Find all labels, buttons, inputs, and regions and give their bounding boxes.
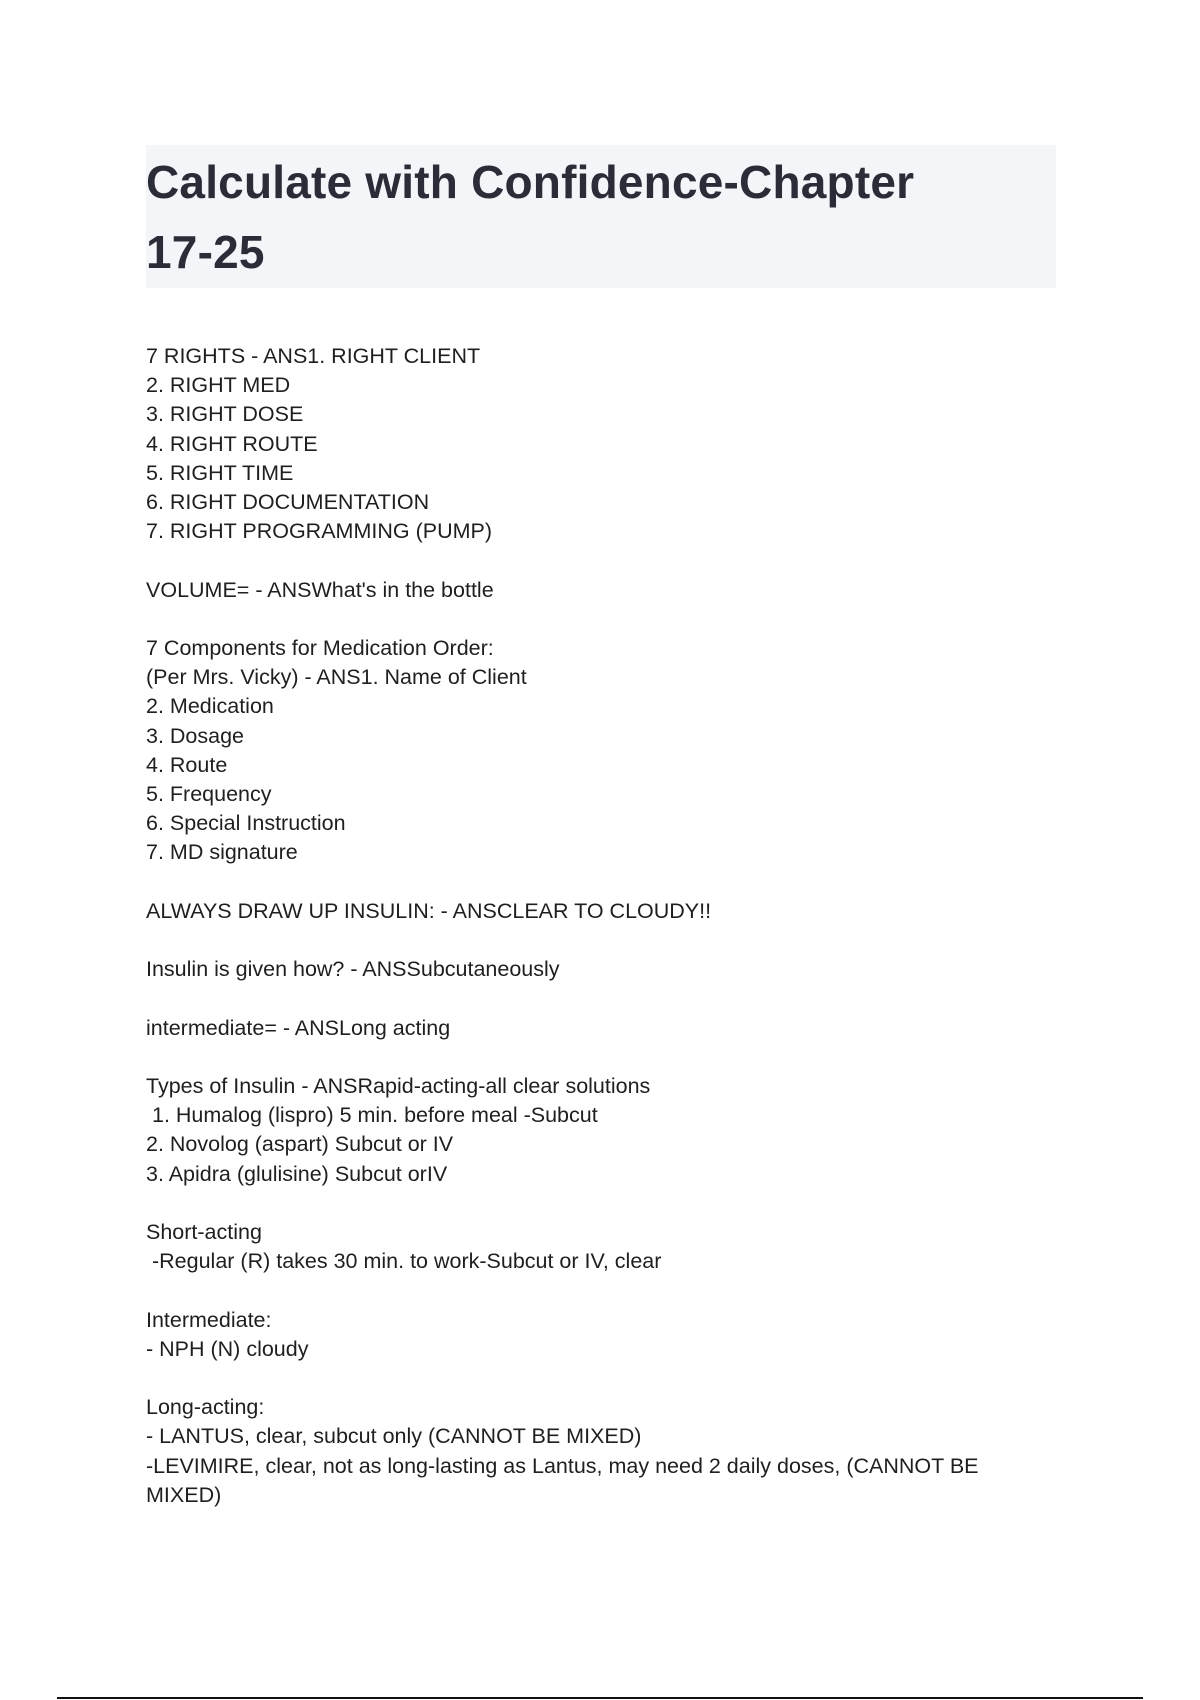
note-line: - NPH (N) cloudy xyxy=(146,1336,309,1361)
note-line: 7 Components for Medication Order: xyxy=(146,636,494,660)
note-line: 5. RIGHT TIME xyxy=(146,460,294,485)
note-line: VOLUME= - ANSWhat's in the bottle xyxy=(146,577,494,602)
note-line: Types of Insulin - ANSRapid-acting-all clear solutions xyxy=(146,1073,651,1098)
note-line: 7 RIGHTS - ANS1. RIGHT CLIENT xyxy=(146,344,481,368)
note-line: (Per Mrs. Vicky) - ANS1. Name of Client xyxy=(146,665,527,690)
note-block xyxy=(146,576,1076,605)
note-line: intermediate= - ANSLong acting xyxy=(146,1015,451,1040)
note-line: -Regular (R) takes 30 min. to work-Subcut or IV, clear xyxy=(146,1249,662,1274)
note-block xyxy=(146,1393,1076,1510)
note-block xyxy=(146,1306,1076,1364)
note-line: 2. RIGHT MED xyxy=(146,373,291,398)
note-block xyxy=(146,1014,1076,1043)
note-line: Insulin is given how? - ANSSubcutaneously xyxy=(146,957,560,982)
note-line: Long-acting: xyxy=(146,1395,265,1420)
note-block xyxy=(146,1072,1076,1189)
note-line: 1. Humalog (lispro) 5 min. before meal -Subcut xyxy=(146,1103,598,1128)
note-block xyxy=(146,897,1076,926)
note-line: 7. MD signature xyxy=(146,840,298,865)
document-body xyxy=(146,342,1076,1539)
note-line: 3. RIGHT DOSE xyxy=(146,402,304,427)
note-block xyxy=(146,634,1076,868)
note-line: Intermediate: xyxy=(146,1307,272,1332)
note-block xyxy=(146,955,1076,984)
note-line: 6. Special Instruction xyxy=(146,811,346,836)
note-line: 3. Apidra (glulisine) Subcut orIV xyxy=(146,1161,448,1186)
title-box xyxy=(146,145,1056,288)
note-line: 7. RIGHT PROGRAMMING (PUMP) xyxy=(146,519,493,544)
note-line: 4. RIGHT ROUTE xyxy=(146,431,318,456)
note-line: 6. RIGHT DOCUMENTATION xyxy=(146,490,430,515)
note-line: 2. Novolog (aspart) Subcut or IV xyxy=(146,1132,454,1157)
note-line: 2. Medication xyxy=(146,694,274,719)
note-line: 5. Frequency xyxy=(146,782,272,807)
note-line: ALWAYS DRAW UP INSULIN: - ANSCLEAR TO CLOUDY!! xyxy=(146,898,712,923)
note-block xyxy=(146,1218,1076,1276)
note-line: Short-acting xyxy=(146,1219,262,1244)
note-line: -LEVIMIRE, clear, not as long-lasting as Lantus, may need 2 daily doses, (CANNOT BE xyxy=(146,1453,979,1478)
document-title: Calculate with Confidence-Chapter 17-25 xyxy=(146,156,915,278)
note-line: 3. Dosage xyxy=(146,723,245,748)
footer-divider xyxy=(57,1697,1143,1699)
note-line: MIXED) xyxy=(146,1482,222,1507)
note-line: - LANTUS, clear, subcut only (CANNOT BE MIXED) xyxy=(146,1424,642,1449)
note-line: 4. Route xyxy=(146,752,228,777)
note-block xyxy=(146,342,1076,546)
